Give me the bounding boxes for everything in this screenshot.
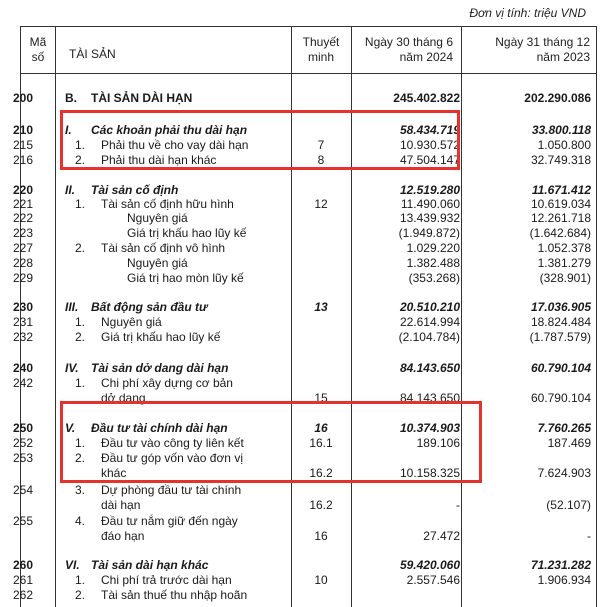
header-col1: Ngày 30 tháng 6 năm 2024 <box>364 35 453 64</box>
row-note: 8 <box>317 153 325 167</box>
header-divider <box>21 73 597 74</box>
row-label <box>101 256 188 270</box>
row-label-text: Tài sản cố định hữu hình <box>101 197 234 211</box>
row-value-2023: 1.052.378 <box>537 241 591 255</box>
row-value-2024: 10.158.325 <box>399 466 460 480</box>
row-label <box>101 211 188 225</box>
row-label-text: Nguyên giá <box>127 211 188 225</box>
row-code: 231 <box>13 315 34 329</box>
row-label-text: Giá trị khấu hao lũy kế <box>127 226 247 240</box>
row-value-2023: (328.901) <box>539 271 591 285</box>
row-value-2024: 10.930.572 <box>399 138 460 152</box>
row-value-2023: (52.107) <box>546 498 591 512</box>
row-code: 260 <box>13 558 34 572</box>
row-code: 228 <box>13 256 34 270</box>
row-value-2023: 12.261.718 <box>530 211 591 225</box>
row-value-2023: 32.749.318 <box>530 153 591 167</box>
row-label <box>65 558 208 572</box>
row-note: 13 <box>314 300 328 314</box>
row-value-2024: 189.106 <box>416 436 460 450</box>
row-number: B. <box>65 91 77 105</box>
row-value-2023: (1.787.579) <box>529 330 591 344</box>
row-label <box>101 271 244 285</box>
row-number: I. <box>65 123 72 137</box>
row-value-2023: 11.671.412 <box>531 183 591 197</box>
row-number: 4. <box>75 514 86 528</box>
row-code: 216 <box>13 153 34 167</box>
row-value-2024: - <box>456 498 460 512</box>
row-label-text: Đầu tư vào công ty liên kết <box>101 436 244 450</box>
row-code: 254 <box>13 483 34 497</box>
row-value-2024: 10.374.903 <box>399 421 460 435</box>
row-label <box>101 498 140 512</box>
row-value-2024: 1.382.488 <box>406 256 460 270</box>
row-label <box>101 226 246 240</box>
row-label-text: Phải thu về cho vay dài hạn <box>101 138 249 152</box>
row-code: 200 <box>13 91 34 105</box>
row-label-text: Tài sản thuế thu nhập hoãn <box>101 588 248 602</box>
row-value-2024: (2.104.784) <box>398 330 460 344</box>
header-note: Thuyết minh <box>302 35 340 64</box>
row-code: 230 <box>13 300 34 314</box>
row-label-text: Bất động sản đầu tư <box>91 300 208 314</box>
row-value-2024: 27.472 <box>423 529 460 543</box>
row-label-text: Đầu tư nắm giữ đến ngày <box>101 514 238 528</box>
header-col2: Ngày 31 tháng 12 năm 2023 <box>495 35 590 64</box>
row-code: 261 <box>13 573 34 587</box>
row-label <box>75 241 225 255</box>
row-label-text: Tài sản cố định vô hình <box>101 241 226 255</box>
row-value-2023: 7.624.903 <box>537 466 591 480</box>
row-number: 1. <box>75 138 86 152</box>
row-code: 227 <box>13 241 34 255</box>
col-divider <box>461 27 462 607</box>
row-label <box>75 376 233 390</box>
row-value-2024: 47.504.147 <box>399 153 460 167</box>
row-number: 1. <box>75 436 86 450</box>
row-label-text: Giá trị khấu hao lũy kế <box>101 330 221 344</box>
header-assets: TÀI SẢN <box>69 47 116 61</box>
row-value-2024: 59.420.060 <box>399 558 460 572</box>
row-label-text: TÀI SẢN DÀI HẠN <box>91 91 193 105</box>
row-value-2024: 11.490.060 <box>400 197 460 211</box>
row-value-2023: 33.800.118 <box>531 123 591 137</box>
row-value-2024: 12.519.280 <box>399 183 460 197</box>
row-value-2023: 1.906.934 <box>537 573 591 587</box>
row-code: 222 <box>13 211 34 225</box>
row-value-2023: 1.381.279 <box>537 256 591 270</box>
row-label <box>65 183 178 197</box>
row-label <box>65 300 208 314</box>
row-value-2024: 20.510.210 <box>399 300 460 314</box>
row-label-text: Tài sản dở dang dài hạn <box>91 361 229 375</box>
row-label-text: Nguyên giá <box>127 256 188 270</box>
row-label <box>75 573 232 587</box>
highlight-box-receivables <box>60 110 460 170</box>
row-value-2023: 10.619.034 <box>530 197 591 211</box>
row-number: V. <box>65 421 76 435</box>
row-code: 221 <box>13 197 34 211</box>
row-value-2024: 22.614.994 <box>399 315 460 329</box>
row-note: 16 <box>314 529 328 543</box>
row-label-text: Tài sản cố định <box>91 183 179 197</box>
row-number: 2. <box>75 153 86 167</box>
unit-note: Đơn vị tính: triệu VND <box>469 6 586 20</box>
row-note: 16 <box>314 421 328 435</box>
row-value-2023: 18.824.484 <box>530 315 591 329</box>
row-note: 7 <box>317 138 325 152</box>
row-code: 253 <box>13 451 34 465</box>
row-note: 16.2 <box>309 466 333 480</box>
row-code: 240 <box>13 361 34 375</box>
header-code: Mã số <box>29 35 47 64</box>
row-label <box>75 315 162 329</box>
row-number: 2. <box>75 451 86 465</box>
row-value-2023: 71.231.282 <box>530 558 591 572</box>
row-code: 223 <box>13 226 34 240</box>
row-code: 232 <box>13 330 34 344</box>
row-code: 242 <box>13 376 34 390</box>
row-value-2024: 2.557.546 <box>406 573 460 587</box>
row-number: III. <box>65 300 79 314</box>
row-code: 229 <box>13 271 34 285</box>
row-value-2024: 84.143.650 <box>399 391 460 405</box>
row-value-2023: 60.790.104 <box>530 391 591 405</box>
row-code: 220 <box>13 183 34 197</box>
col-divider <box>596 27 597 607</box>
row-value-2023: 187.469 <box>547 436 591 450</box>
row-value-2023: 1.050.800 <box>537 138 591 152</box>
col-divider <box>55 27 56 607</box>
row-label-text: dài hạn <box>101 498 141 512</box>
row-note: 15 <box>314 391 328 405</box>
row-value-2023: (1.642.684) <box>529 226 591 240</box>
row-code: 250 <box>13 421 34 435</box>
row-value-2024: 245.402.822 <box>393 91 460 105</box>
highlight-box-investments <box>60 401 482 483</box>
row-note: 16.2 <box>309 498 333 512</box>
row-value-2024: (353.268) <box>408 271 460 285</box>
row-label-text: Giá trị hao mòn lũy kế <box>127 271 244 285</box>
row-number: 2. <box>75 588 86 602</box>
row-value-2024: 84.143.650 <box>399 361 460 375</box>
row-number: 1. <box>75 376 86 390</box>
row-label-text: Các khoản phải thu dài hạn <box>91 123 248 137</box>
row-note: 10 <box>314 573 328 587</box>
row-value-2023: 60.790.104 <box>530 361 591 375</box>
row-number: 2. <box>75 330 86 344</box>
row-value-2024: 13.439.932 <box>399 211 460 225</box>
row-number: 1. <box>75 573 86 587</box>
row-label-text: đáo hạn <box>101 529 145 543</box>
row-code: 210 <box>13 123 34 137</box>
row-label-text: dở dang <box>101 391 146 405</box>
row-value-2023: 202.290.086 <box>524 91 591 105</box>
row-value-2024: 58.434.719 <box>399 123 460 137</box>
row-label-text: Nguyên giá <box>101 315 162 329</box>
row-label <box>75 197 234 211</box>
row-label <box>75 514 238 528</box>
row-label <box>75 483 241 497</box>
row-label <box>65 361 228 375</box>
row-label-text: Chi phí xây dựng cơ bản <box>101 376 233 390</box>
row-label-text: Tài sản dài hạn khác <box>91 558 209 572</box>
row-value-2024: 1.029.220 <box>406 241 460 255</box>
row-note: 16.1 <box>309 436 333 450</box>
row-value-2024: (1.949.872) <box>398 226 460 240</box>
row-value-2023: 7.760.265 <box>537 421 591 435</box>
row-number: 1. <box>75 315 86 329</box>
row-number: 3. <box>75 483 86 497</box>
row-label-text: khác <box>101 466 127 480</box>
row-number: VI. <box>65 558 80 572</box>
row-note: 12 <box>314 197 328 211</box>
row-label-text: Phải thu dài hạn khác <box>101 153 217 167</box>
row-label-text: Đầu tư tài chính dài hạn <box>91 421 228 435</box>
row-code: 215 <box>13 138 34 152</box>
row-label <box>75 330 220 344</box>
row-label-text: Chi phí trả trước dài hạn <box>101 573 232 587</box>
row-number: II. <box>65 183 76 197</box>
row-code: 252 <box>13 436 34 450</box>
row-number: 1. <box>75 197 86 211</box>
row-value-2023: 17.036.905 <box>530 300 591 314</box>
row-code: 255 <box>13 514 34 528</box>
row-number: IV. <box>65 361 79 375</box>
row-label-text: Đầu tư góp vốn vào đơn vị <box>101 451 243 465</box>
row-label <box>101 529 144 543</box>
row-label-text: Dự phòng đầu tư tài chính <box>101 483 242 497</box>
row-number: 2. <box>75 241 86 255</box>
row-value-2023: - <box>587 529 591 543</box>
row-label <box>65 91 192 105</box>
row-code: 262 <box>13 588 34 602</box>
